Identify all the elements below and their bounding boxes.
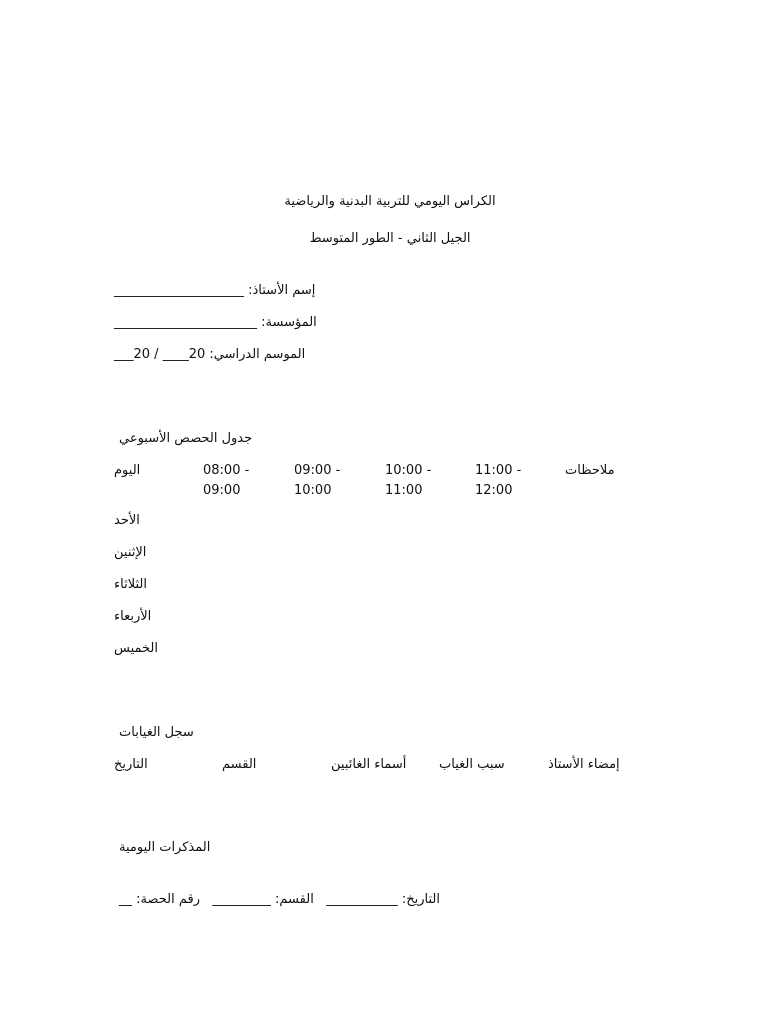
schedule-header-slot-3: 10:00 - 11:00: [385, 463, 432, 498]
schedule-header-notes: ملاحظات: [565, 463, 615, 478]
absence-register-title: سجل الغيابات: [119, 725, 194, 740]
daily-note-line: التاريخ: ___________ القسم: _________ رقم الحصة: __: [119, 892, 440, 907]
daily-notes-title: المذكرات اليومية: [119, 840, 211, 855]
absence-header-signature: إمضاء الأستاذ: [548, 757, 620, 772]
schedule-header-slot-2: 09:00 - 10:00: [294, 463, 341, 498]
absence-header-names: أسماء الغائبين: [331, 757, 407, 772]
schedule-header-slot-4: 11:00 - 12:00: [475, 463, 522, 498]
institution-field: المؤسسة: ______________________: [114, 315, 317, 330]
schedule-header-day: اليوم: [114, 463, 141, 478]
schedule-row-day: الثلاثاء: [114, 577, 147, 592]
absence-header-reason: سبب الغياب: [439, 757, 505, 772]
document-title: الكراس اليومي للتربية البدنية والرياضية: [284, 194, 496, 209]
schedule-row-day: الأحد: [114, 513, 140, 528]
teacher-name-field: إسم الأستاذ: ____________________: [114, 283, 316, 298]
schedule-header-slot-1: 08:00 - 09:00: [203, 463, 250, 498]
absence-header-class: القسم: [222, 757, 257, 772]
schedule-row-day: الأربعاء: [114, 609, 152, 624]
document-subtitle: الجيل الثاني - الطور المتوسط: [309, 231, 471, 246]
schedule-row-day: الخميس: [114, 641, 158, 656]
weekly-schedule-title: جدول الحصص الأسبوعي: [119, 431, 253, 446]
schedule-row-day: الإثنين: [114, 545, 147, 560]
school-season-field: الموسم الدراسي: 20____ / 20___: [114, 347, 306, 362]
absence-header-date: التاريخ: [114, 757, 148, 772]
